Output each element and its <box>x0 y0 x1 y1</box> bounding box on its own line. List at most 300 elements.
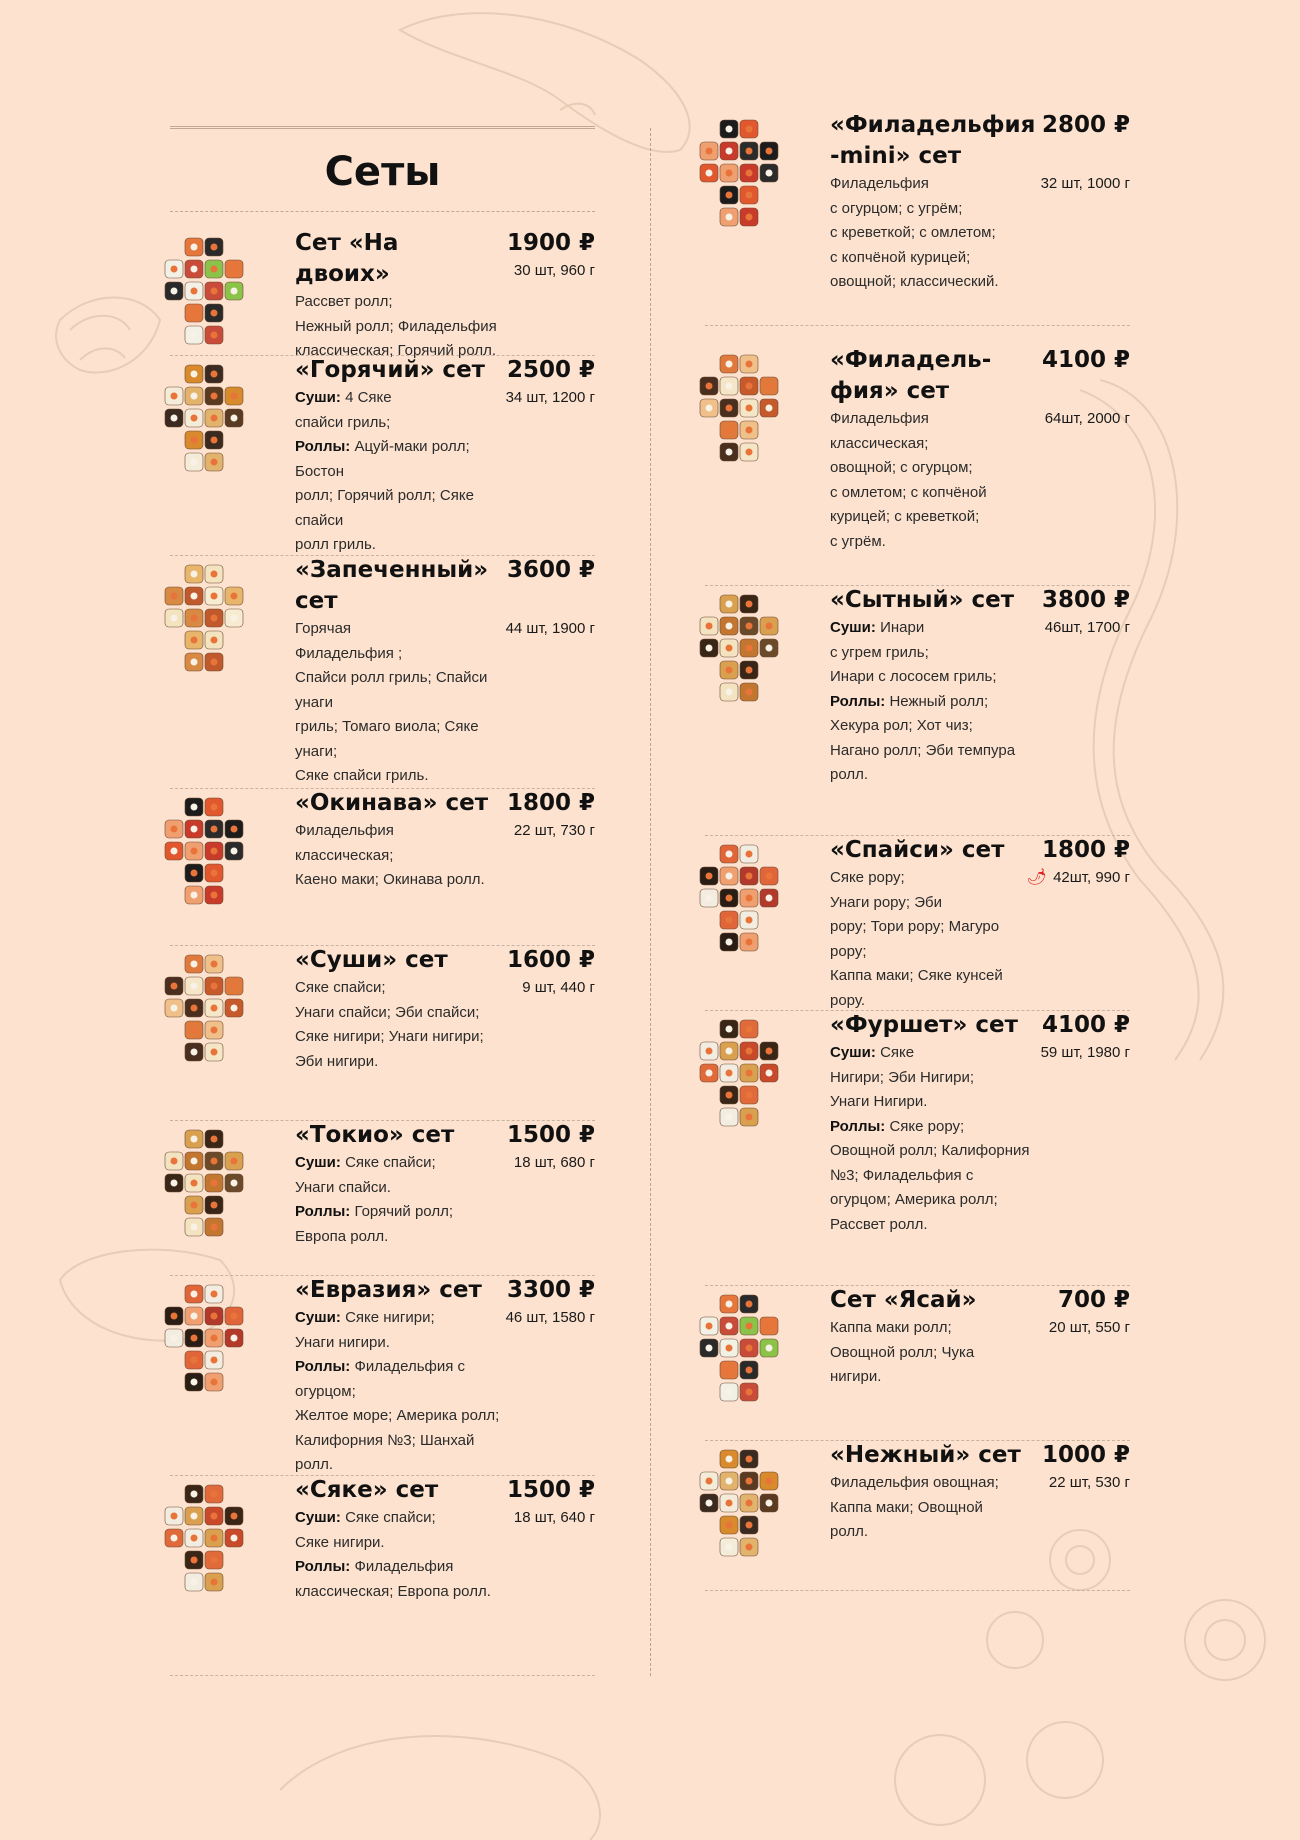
roll-filling <box>191 848 198 855</box>
description-line <box>295 315 500 340</box>
description-line <box>295 1531 500 1556</box>
roll-filling <box>191 826 198 833</box>
roll-filling <box>191 1557 198 1564</box>
roll-filling <box>746 214 753 221</box>
quantity-text: 64шт, 2000 г <box>1044 410 1130 427</box>
description-line <box>295 976 500 1001</box>
item-description <box>830 172 1035 295</box>
item-quantity <box>514 1151 595 1176</box>
ingredient-text: Сяке <box>875 1044 915 1061</box>
ingredient-text: 4 Сяке <box>340 389 392 406</box>
item-description <box>295 386 500 558</box>
roll-filling <box>211 437 218 444</box>
roll-filling <box>746 170 753 177</box>
roll-filling <box>746 895 753 902</box>
roll-filling <box>171 983 178 990</box>
roll-filling <box>726 645 733 652</box>
description-line <box>295 844 500 869</box>
roll-filling <box>746 361 753 368</box>
roll-filling <box>231 848 238 855</box>
quantity-text: 32 шт, 1000 г <box>1040 175 1130 192</box>
item-price: 1800 ₽ <box>1041 837 1130 863</box>
description-line <box>830 1139 1035 1164</box>
roll-filling <box>211 571 218 578</box>
roll-filling <box>171 848 178 855</box>
item-name: «Сытный» сет <box>830 587 1015 613</box>
item-quantity <box>514 259 595 284</box>
ingredient-text: Филадельфия <box>830 410 929 427</box>
description-line <box>830 407 1035 432</box>
roll-filling <box>191 961 198 968</box>
roll-filling <box>231 393 238 400</box>
item-description <box>295 290 500 364</box>
item-price: 1600 ₽ <box>506 947 595 973</box>
item-text <box>295 945 595 1074</box>
item-description <box>830 407 1035 554</box>
roll-filling <box>191 571 198 578</box>
item-quantity <box>514 819 595 844</box>
item-price: 3300 ₽ <box>506 1277 595 1303</box>
ingredient-text: овощной; с огурцом; <box>830 459 973 476</box>
roll-filling <box>211 615 218 622</box>
roll-filling <box>746 939 753 946</box>
roll-filling <box>726 170 733 177</box>
sushi-set-photo <box>135 788 275 918</box>
roll-filling <box>171 615 178 622</box>
roll-filling <box>766 895 773 902</box>
menu-item <box>170 228 595 359</box>
quantity-text: 44 шт, 1900 г <box>505 620 595 637</box>
roll-filling <box>211 459 218 466</box>
ingredient-text: Овощной ролл; Чука <box>830 1343 975 1361</box>
item-price: 3800 ₽ <box>1041 587 1130 613</box>
ingredient-text: Филадельфия <box>350 1558 454 1575</box>
roll-filling <box>191 615 198 622</box>
ingredient-text: Унаги нигири. <box>295 1333 390 1351</box>
roll-filling <box>171 1180 178 1187</box>
description-line <box>830 456 1035 481</box>
roll-filling <box>211 1202 218 1209</box>
ingredient-text: Сяке нигири; Унаги нигири; <box>295 1028 484 1045</box>
roll-filling <box>211 870 218 877</box>
roll-filling <box>191 1158 198 1165</box>
ingredient-text: Инари с лососем гриль; <box>830 668 997 685</box>
roll-filling <box>211 892 218 899</box>
menu-item <box>705 1440 1130 1591</box>
quantity-text: 18 шт, 680 г <box>513 1154 595 1171</box>
sushi-set-photo <box>135 1275 275 1405</box>
roll-filling <box>231 288 238 295</box>
ingredient-text: с креветкой; с омлетом; <box>830 224 996 241</box>
menu-item <box>170 355 595 556</box>
column-divider <box>650 128 651 1676</box>
roll-filling <box>766 1500 773 1507</box>
item-quantity <box>522 976 595 1001</box>
ingredient-text: классическая; <box>295 846 394 864</box>
roll-filling <box>726 1500 733 1507</box>
sushi-set-photo <box>670 1440 810 1570</box>
item-name: Сет «Ясай» <box>830 1287 977 1313</box>
quantity-text: 22 шт, 530 г <box>1048 1474 1130 1491</box>
description-line <box>830 1520 1035 1545</box>
description-line <box>830 641 1035 666</box>
ingredient-group-label: Роллы: <box>295 1558 351 1575</box>
ingredient-text: Нигири; Эби Нигири; <box>830 1068 974 1086</box>
item-text <box>295 355 595 558</box>
roll-filling <box>766 623 773 630</box>
ingredient-group-label: Суши: <box>295 389 341 406</box>
sushi-set-photo <box>135 1120 275 1250</box>
ingredient-text: Филадельфия <box>295 822 394 839</box>
roll-filling <box>726 427 733 434</box>
roll-filling <box>726 623 733 630</box>
description-line <box>295 1200 500 1249</box>
ingredient-text: овощной; классический. <box>830 273 999 290</box>
roll-filling <box>746 383 753 390</box>
item-name: «Окинава» сет <box>295 790 489 816</box>
roll-filling <box>211 1379 218 1386</box>
roll-filling <box>706 383 713 390</box>
ingredient-text: с омлетом; с копчёной <box>830 483 987 501</box>
roll-filling <box>191 1136 198 1143</box>
roll-filling <box>706 895 713 902</box>
item-description <box>830 1471 1035 1545</box>
roll-filling <box>231 1313 238 1320</box>
roll-filling <box>726 1367 733 1374</box>
ingredient-text: Рассвет ролл. <box>830 1215 928 1233</box>
ingredient-group-label: Суши: <box>295 1309 341 1326</box>
description-line <box>295 764 500 789</box>
roll-filling <box>726 1092 733 1099</box>
quantity-text: 46шт, 1700 г <box>1044 619 1130 636</box>
roll-filling <box>211 659 218 666</box>
item-text <box>295 555 595 789</box>
roll-filling <box>191 659 198 666</box>
ingredient-text: Инари <box>875 619 925 636</box>
roll-filling <box>211 593 218 600</box>
ingredient-text: нигири. <box>830 1368 882 1385</box>
roll-filling <box>726 667 733 674</box>
roll-filling <box>766 148 773 155</box>
ingredient-text: Каппа маки; Овощной <box>830 1498 983 1516</box>
roll-filling <box>726 1301 733 1308</box>
description-line <box>295 1580 500 1605</box>
menu-item <box>170 1275 595 1476</box>
description-line <box>830 505 1035 530</box>
item-price: 1800 ₽ <box>506 790 595 816</box>
roll-filling <box>706 148 713 155</box>
sushi-set-photo <box>670 1285 810 1415</box>
sushi-set-photo <box>135 1475 275 1605</box>
menu-item <box>170 555 595 789</box>
description-line <box>295 1429 500 1478</box>
quantity-text: 18 шт, 640 г <box>513 1509 595 1526</box>
item-price: 2800 ₽ <box>1041 112 1130 138</box>
item-quantity <box>1041 1041 1130 1066</box>
ingredient-text: классическая; <box>830 434 929 452</box>
roll-filling <box>191 415 198 422</box>
roll-filling <box>746 192 753 199</box>
item-text <box>830 1285 1130 1390</box>
item-quantity <box>1045 407 1130 432</box>
roll-filling <box>191 1535 198 1542</box>
description-line <box>295 642 500 667</box>
description-line <box>830 432 1035 457</box>
description-line <box>295 1404 500 1429</box>
ingredient-text: рору; Тори рору; Магуро рору; <box>830 918 1000 960</box>
roll-filling <box>766 873 773 880</box>
roll-filling <box>766 383 773 390</box>
description-line <box>295 1306 500 1331</box>
roll-filling <box>211 1491 218 1498</box>
ingredient-text: №3; Филадельфия с <box>830 1166 974 1184</box>
roll-filling <box>726 148 733 155</box>
roll-filling <box>191 393 198 400</box>
item-text <box>295 228 595 364</box>
item-description <box>295 1506 500 1604</box>
menu-item <box>705 585 1130 836</box>
roll-filling <box>171 415 178 422</box>
roll-filling <box>726 1544 733 1551</box>
roll-filling <box>211 288 218 295</box>
roll-filling <box>706 1345 713 1352</box>
roll-filling <box>726 1323 733 1330</box>
description-line <box>295 617 500 642</box>
ingredient-text: Желтое море; Америка ролл; <box>295 1407 500 1424</box>
roll-filling <box>746 1114 753 1121</box>
roll-filling <box>191 983 198 990</box>
roll-filling <box>191 288 198 295</box>
description-line <box>295 1555 500 1580</box>
roll-filling <box>211 1136 218 1143</box>
ingredient-text: с огурцом; с угрём; <box>830 199 963 217</box>
ingredient-text: Филадельфия ; <box>295 644 403 662</box>
ingredient-text: Филадельфия овощная; <box>830 1474 999 1491</box>
item-name: «Фуршет» сет <box>830 1012 1018 1038</box>
ingredient-text: огурцом; Америка ролл; <box>830 1191 998 1208</box>
item-quantity <box>506 386 595 411</box>
roll-filling <box>191 332 198 339</box>
roll-filling <box>726 126 733 133</box>
roll-filling <box>191 892 198 899</box>
roll-filling <box>706 623 713 630</box>
roll-filling <box>211 1357 218 1364</box>
ingredient-text: ролл. <box>830 766 869 783</box>
item-name: «Сяке» сет <box>295 1477 439 1503</box>
roll-filling <box>726 1456 733 1463</box>
roll-filling <box>726 939 733 946</box>
roll-filling <box>171 826 178 833</box>
roll-filling <box>191 804 198 811</box>
item-description <box>830 616 1035 788</box>
description-line <box>830 1471 1035 1496</box>
roll-filling <box>746 1522 753 1529</box>
roll-filling <box>726 917 733 924</box>
item-price: 1900 ₽ <box>506 230 595 256</box>
ingredient-text: с угрем гриль; <box>830 643 929 661</box>
ingredient-text: Филадельфия <box>830 175 929 192</box>
sushi-set-photo <box>670 345 810 475</box>
roll-filling <box>211 961 218 968</box>
roll-filling <box>231 983 238 990</box>
item-description <box>295 819 500 893</box>
item-name: «Запеченный» сет <box>295 557 489 614</box>
description-line <box>830 739 1035 764</box>
ingredient-text: Спайси ролл гриль; Спайси унаги <box>295 669 488 711</box>
roll-filling <box>211 1005 218 1012</box>
item-quantity <box>1027 866 1130 891</box>
roll-filling <box>746 1345 753 1352</box>
roll-filling <box>191 437 198 444</box>
roll-filling <box>746 126 753 133</box>
roll-filling <box>211 1579 218 1586</box>
menu-item <box>705 1010 1130 1286</box>
roll-filling <box>746 405 753 412</box>
description-line <box>295 411 500 436</box>
description-line <box>295 1506 500 1531</box>
item-quantity <box>506 1306 595 1331</box>
ingredient-group-label: Роллы: <box>830 1117 886 1135</box>
roll-filling <box>211 1557 218 1564</box>
roll-filling <box>191 1491 198 1498</box>
ingredient-text: Хекура рол; Хот чиз; <box>830 717 973 734</box>
description-line <box>295 1176 500 1201</box>
roll-filling <box>211 1158 218 1165</box>
ingredient-text: Каено маки; Окинава ролл. <box>295 871 485 888</box>
roll-filling <box>706 1323 713 1330</box>
roll-filling <box>191 371 198 378</box>
roll-filling <box>211 1335 218 1342</box>
roll-filling <box>231 1335 238 1342</box>
item-description <box>830 866 1035 1013</box>
roll-filling <box>746 1367 753 1374</box>
item-text <box>830 1440 1130 1545</box>
roll-filling <box>746 689 753 696</box>
ingredient-text: Калифорния №3; Шанхай ролл. <box>295 1431 475 1473</box>
roll-filling <box>191 1357 198 1364</box>
item-name: «Евразия» сет <box>295 1277 482 1303</box>
ingredient-text: Унаги рору; Эби <box>830 893 942 911</box>
description-line <box>830 1316 1035 1341</box>
fish-bottom-icon <box>280 1736 600 1840</box>
roll-filling <box>706 1048 713 1055</box>
description-line <box>295 533 500 558</box>
item-price: 1500 ₽ <box>506 1477 595 1503</box>
roll-filling <box>211 332 218 339</box>
roll-filling <box>211 983 218 990</box>
description-line <box>295 1355 500 1404</box>
roll-filling <box>726 1345 733 1352</box>
ingredient-text: Сяке рору; <box>830 869 905 886</box>
roll-filling <box>171 1005 178 1012</box>
item-price: 2500 ₽ <box>506 357 595 383</box>
description-line <box>295 715 500 764</box>
description-line <box>830 1164 1035 1189</box>
roll-filling <box>211 637 218 644</box>
roll-filling <box>706 645 713 652</box>
ingredient-text: Нежный ролл; <box>885 692 989 710</box>
roll-filling <box>171 1158 178 1165</box>
roll-filling <box>746 1070 753 1077</box>
roll-filling <box>726 689 733 696</box>
roll-filling <box>191 244 198 251</box>
description-line <box>830 197 1035 222</box>
ingredient-group-label: Роллы: <box>295 1203 351 1220</box>
ingredient-text: Сяке спайси; <box>295 979 386 996</box>
description-line <box>295 1050 500 1075</box>
roll-filling <box>706 405 713 412</box>
description-line <box>830 1496 1035 1521</box>
ingredient-text: с копчёной курицей; <box>830 248 971 266</box>
description-line <box>295 868 500 893</box>
item-text <box>830 345 1130 554</box>
roll-filling <box>706 873 713 880</box>
roll-filling <box>211 1535 218 1542</box>
quantity-text: 30 шт, 960 г <box>513 262 595 279</box>
roll-filling <box>191 1202 198 1209</box>
ingredient-text: гриль; Томаго виола; Сяке унаги; <box>295 718 479 760</box>
description-line <box>830 530 1035 555</box>
ingredient-text: спайси гриль; <box>295 413 391 431</box>
roll-filling <box>706 1500 713 1507</box>
roll-filling <box>746 667 753 674</box>
item-description <box>295 617 500 789</box>
roll-filling <box>746 1500 753 1507</box>
ingredient-text: Овощной ролл; Калифорния <box>830 1142 1030 1159</box>
roll-filling <box>746 427 753 434</box>
roll-filling <box>231 1180 238 1187</box>
description-line <box>295 666 500 715</box>
item-description <box>830 1316 1035 1390</box>
item-name: «Филадельфия -mini» сет <box>830 112 1036 169</box>
roll-filling <box>171 1335 178 1342</box>
roll-filling <box>191 1513 198 1520</box>
roll-filling <box>211 1513 218 1520</box>
item-quantity <box>1045 616 1130 641</box>
quantity-text: 46 шт, 1580 г <box>505 1309 595 1326</box>
roll-filling <box>231 1513 238 1520</box>
description-line <box>830 763 1035 788</box>
roll-filling <box>231 615 238 622</box>
sushi-set-photo <box>135 355 275 485</box>
roll-filling <box>746 601 753 608</box>
ingredient-text: Нагано ролл; Эби темпура <box>830 741 1016 759</box>
roll-filling <box>191 266 198 273</box>
roll-filling <box>191 1180 198 1187</box>
roll-filling <box>726 1070 733 1077</box>
item-text <box>830 585 1130 788</box>
item-price: 3600 ₽ <box>506 557 595 583</box>
quantity-text: 9 шт, 440 г <box>522 979 595 996</box>
roll-filling <box>766 645 773 652</box>
description-line <box>830 1341 1035 1366</box>
description-line <box>830 891 1035 916</box>
item-price: 4100 ₽ <box>1041 347 1130 373</box>
roll-filling <box>746 1048 753 1055</box>
item-description <box>295 1306 500 1478</box>
roll-filling <box>726 449 733 456</box>
roll-filling <box>171 288 178 295</box>
description-line <box>830 481 1035 506</box>
roll-filling <box>726 1048 733 1055</box>
item-name: «Горячий» сет <box>295 357 485 383</box>
roll-icon-2 <box>1185 1600 1265 1680</box>
item-price: 1000 ₽ <box>1041 1442 1130 1468</box>
description-line <box>830 1041 1035 1066</box>
roll-filling <box>191 1005 198 1012</box>
roll-filling <box>746 1544 753 1551</box>
roll-filling <box>726 361 733 368</box>
